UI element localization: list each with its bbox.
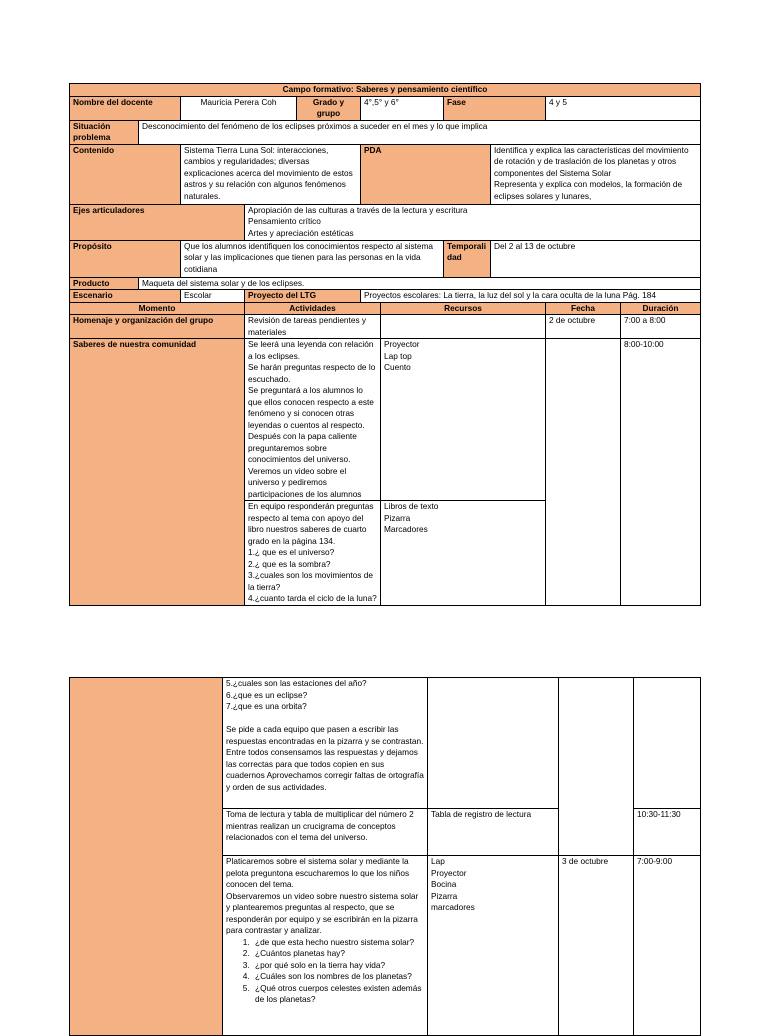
recursos-1: Proyector Lap top Cuento	[381, 339, 546, 501]
question-item: 2. ¿Cuántos planetas hay?	[252, 948, 424, 960]
actividad-4-text: Platicaremos sobre el sistema solar y mediante la pelota preguntona escucharemos lo que los niños conocen del tema. Observaremos un video sobre nuestro sistema solar y plantearemos preguntas al respecto, que se responderán por equipo y se escribirán en la pizarra para contrastar y analizar.	[226, 856, 419, 935]
escenario-label: Escenario	[70, 290, 181, 303]
recursos-4: Lap Proyector Bocina Pizarra marcadores	[428, 856, 559, 1036]
question-item: 1. ¿de que esta hecho nuestro sistema solar?	[252, 937, 424, 949]
campo-formativo-title: Campo formativo: Saberes y pensamiento científico	[70, 84, 701, 97]
actividad-cont: 5.¿cuales son las estaciones del año? 6.¿que es un eclipse? 7.¿que es una orbita? Se pide a cada equipo que pasen a escribir las respuestas encontradas en la pizarra y se contrastan. Entre todos consensamos las respuestas y dejamos las correctas para que todos copien en sus cuadernos Aprovechamos corregir faltas de ortografía y orden de sus actividades.	[223, 678, 428, 809]
duracion-3: 10:30-11:30	[634, 809, 701, 856]
homenaje-actividad: Revisión de tareas pendientes y materiales	[245, 315, 381, 339]
col-recursos: Recursos	[381, 302, 546, 315]
situacion-value: Desconocimiento del fenómeno de los eclipses próximos a suceder en el mes y lo que implica	[139, 120, 701, 144]
proposito-value: Que los alumnos identifiquen los conocimientos respecto al sistema solar y las implicaciones que tienen para las personas en la vida cotidiana	[181, 240, 444, 277]
contenido-value: Sistema Tierra Luna Sol: interacciones, cambios y regularidades; diversas explicaciones acerca del movimiento de estos astros y su relación con algunos fenómenos naturales.	[181, 144, 361, 204]
fase-value: 4 y 5	[546, 96, 701, 120]
fecha-1	[546, 339, 621, 606]
actividad-3: Toma de lectura y tabla de multiplicar del número 2 mientras realizan un crucigrama de conceptos relacionados con el tema del universo.	[223, 809, 428, 856]
duracion-cont	[634, 678, 701, 809]
recursos-cont	[428, 678, 559, 809]
momento-cont	[70, 678, 223, 1036]
contenido-label: Contenido	[70, 144, 181, 204]
situacion-label: Situación problema	[70, 120, 139, 144]
proyecto-value: Proyectos escolares: La tierra, la luz del sol y la cara oculta de la luna Pág. 184	[361, 290, 701, 303]
proyecto-label: Proyecto del LTG	[245, 290, 361, 303]
actividad-1: Se leerá una leyenda con relación a los eclipses. Se harán preguntas respecto de lo escuchado. Se preguntará a los alumnos lo que ellos conocen respecto a este fenómeno y si conocen otras leyendas o cuentos al respecto. Después con la papa caliente preguntaremos sobre conocimientos del universo. Veremos un video sobre el universo y pediremos participaciones de los alumnos	[245, 339, 381, 501]
actividad-4-questions	[226, 937, 424, 1006]
fase-label: Fase	[444, 96, 546, 120]
saberes-label: Saberes de nuestra comunidad	[70, 339, 245, 606]
question-item: 5. ¿Qué otros cuerpos celestes existen además de los planetas?	[252, 983, 424, 1006]
nombre-docente-label: Nombre del docente	[70, 96, 181, 120]
planning-table-page2	[69, 677, 701, 1036]
producto-label: Producto	[70, 277, 139, 290]
recursos-3: Tabla de registro de lectura	[428, 809, 559, 856]
homenaje-label: Homenaje y organización del grupo	[70, 315, 245, 339]
pda-value: Identifica y explica las características del movimiento de rotación y de traslación de los planetas y otros componentes del Sistema Solar Representa y explica con modelos, la formación de eclipses solares y lunares,	[491, 144, 701, 204]
ejes-value: Apropiación de las culturas a través de la lectura y escritura Pensamiento crítico Artes y apreciación estéticas	[245, 204, 701, 240]
col-duracion: Duración	[621, 302, 701, 315]
pda-label: PDA	[361, 144, 491, 204]
actividad-2: En equipo responderán preguntas respecto al tema con apoyo del libro nuestros saberes de cuarto grado en la página 134. 1.¿ que es el universo? 2.¿ que es la sombra? 3.¿cuales son los movimientos de la tierra? 4.¿cuanto tarda el ciclo de la luna?	[245, 501, 381, 606]
recursos-2: Libros de texto Pizarra Marcadores	[381, 501, 546, 606]
homenaje-fecha: 2 de octubre	[546, 315, 621, 339]
escenario-value: Escolar	[181, 290, 245, 303]
question-item: 4. ¿Cuáles son los nombres de los planetas?	[252, 971, 424, 983]
col-actividades: Actividades	[245, 302, 381, 315]
nombre-docente-value: Mauricia Perera Coh	[181, 96, 297, 120]
ejes-label: Ejes articuladores	[70, 204, 245, 240]
planning-table-page1	[69, 83, 701, 606]
question-item: 3. ¿por qué solo en la tierra hay vida?	[252, 960, 424, 972]
fecha-cont	[559, 678, 634, 856]
duracion-4: 7:00-9:00	[634, 856, 701, 1036]
col-momento: Momento	[70, 302, 245, 315]
homenaje-recursos	[381, 315, 546, 339]
homenaje-duracion: 7:00 a 8:00	[621, 315, 701, 339]
saberes-duracion: 8:00-10:00	[621, 339, 701, 606]
grado-value: 4°,5° y 6°	[361, 96, 444, 120]
col-fecha: Fecha	[546, 302, 621, 315]
actividad-4	[223, 856, 428, 1036]
temporalidad-label: Temporalidad	[444, 240, 491, 277]
fecha-4: 3 de octubre	[559, 856, 634, 1036]
temporalidad-value: Del 2 al 13 de octubre	[491, 240, 701, 277]
proposito-label: Propósito	[70, 240, 181, 277]
producto-value: Maqueta del sistema solar y de los eclipses.	[139, 277, 701, 290]
grado-label: Grado y grupo	[297, 96, 361, 120]
